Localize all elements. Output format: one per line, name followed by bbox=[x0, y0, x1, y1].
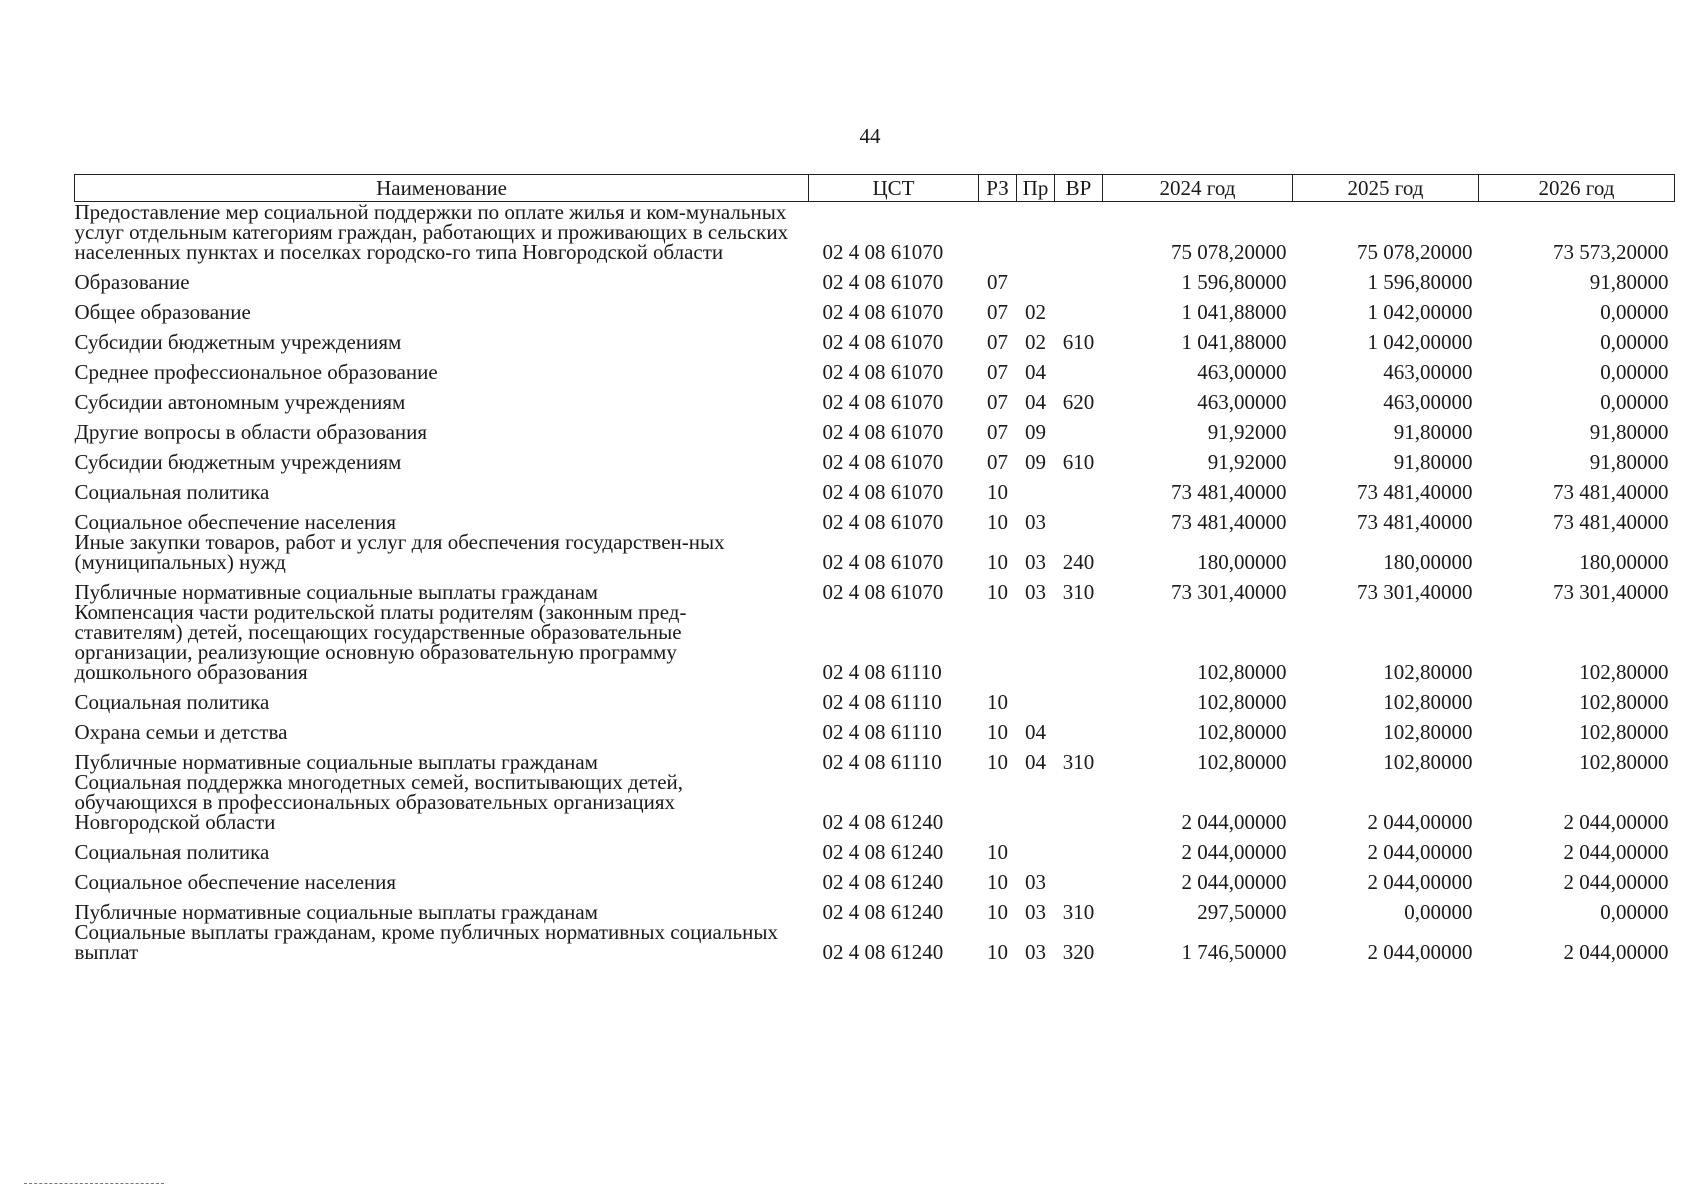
row-value-2024: 1 041,88000 bbox=[1181, 330, 1287, 354]
row-vr: 310 bbox=[1062, 900, 1095, 924]
row-value-2026: 73 573,20000 bbox=[1553, 240, 1669, 264]
table-row bbox=[75, 862, 1675, 892]
header-pr: Пр bbox=[1017, 175, 1055, 202]
row-cst: 02 4 08 61110 bbox=[822, 690, 942, 714]
row-cst: 02 4 08 61070 bbox=[822, 420, 944, 444]
table-row bbox=[75, 352, 1675, 382]
header-2025: 2025 год bbox=[1293, 175, 1479, 202]
row-pr: 03 bbox=[1025, 870, 1046, 894]
row-cst: 02 4 08 61070 bbox=[822, 480, 944, 504]
row-value-2025: 102,80000 bbox=[1383, 720, 1473, 744]
row-value-2024: 2 044,00000 bbox=[1181, 810, 1287, 834]
row-cst: 02 4 08 61070 bbox=[822, 390, 944, 414]
row-vr: 310 bbox=[1062, 580, 1095, 604]
row-pr: 04 bbox=[1025, 720, 1046, 744]
row-pr: 02 bbox=[1025, 300, 1046, 324]
row-cst: 02 4 08 61110 bbox=[822, 720, 942, 744]
row-value-2024: 91,92000 bbox=[1207, 420, 1287, 444]
row-vr bbox=[1055, 772, 1103, 832]
row-value-2026: 0,00000 bbox=[1600, 390, 1669, 414]
row-pr bbox=[1017, 772, 1055, 832]
row-value-2025: 2 044,00000 bbox=[1367, 840, 1473, 864]
row-value-2024: 2 044,00000 bbox=[1181, 870, 1287, 894]
row-value-2025: 73 481,40000 bbox=[1357, 510, 1473, 534]
row-rz bbox=[979, 202, 1017, 263]
row-value-2024: 297,50000 bbox=[1197, 900, 1287, 924]
row-vr bbox=[1055, 602, 1103, 682]
table-row bbox=[75, 772, 1675, 832]
row-value-2026: 0,00000 bbox=[1600, 330, 1669, 354]
table-row bbox=[75, 832, 1675, 862]
row-pr: 04 bbox=[1025, 750, 1046, 774]
row-name: Предоставление мер социальной поддержки по оплате жилья и ком-мунальных услуг отдельным категориям граждан, работающих и проживающих в сельских населенных пунктах и поселках городско-го типа Новгородской области bbox=[74, 200, 789, 264]
row-value-2024: 102,80000 bbox=[1197, 690, 1287, 714]
table-body bbox=[75, 202, 1675, 963]
row-rz: 10 bbox=[987, 580, 1008, 604]
table-row bbox=[75, 412, 1675, 442]
row-pr: 09 bbox=[1025, 450, 1046, 474]
row-pr: 03 bbox=[1025, 900, 1046, 924]
row-value-2025: 463,00000 bbox=[1383, 360, 1473, 384]
header-rz: РЗ bbox=[979, 175, 1017, 202]
row-name: Субсидии бюджетным учреждениям bbox=[74, 330, 402, 354]
row-value-2026: 0,00000 bbox=[1600, 300, 1669, 324]
row-name: Социальные выплаты гражданам, кроме публичных нормативных социальных выплат bbox=[74, 920, 778, 964]
row-rz: 10 bbox=[987, 940, 1008, 964]
row-rz: 07 bbox=[987, 390, 1008, 414]
budget-table bbox=[74, 174, 1675, 962]
row-cst: 02 4 08 61070 bbox=[822, 580, 944, 604]
row-value-2026: 73 481,40000 bbox=[1553, 510, 1669, 534]
row-rz: 07 bbox=[987, 450, 1008, 474]
row-rz: 07 bbox=[987, 300, 1008, 324]
row-name: Публичные нормативные социальные выплаты гражданам bbox=[74, 750, 598, 774]
row-vr: 610 bbox=[1062, 330, 1095, 354]
row-rz: 10 bbox=[987, 720, 1008, 744]
row-value-2025: 1 596,80000 bbox=[1367, 270, 1473, 294]
row-cst: 02 4 08 61110 bbox=[822, 750, 942, 774]
row-name: Социальное обеспечение населения bbox=[74, 510, 397, 534]
header-2024: 2024 год bbox=[1103, 175, 1293, 202]
table-header bbox=[75, 175, 1675, 202]
row-value-2026: 91,80000 bbox=[1589, 270, 1669, 294]
row-value-2025: 73 301,40000 bbox=[1357, 580, 1473, 604]
table-row bbox=[75, 322, 1675, 352]
row-name: Среднее профессиональное образование bbox=[74, 360, 438, 384]
row-rz: 10 bbox=[987, 870, 1008, 894]
row-value-2026: 73 301,40000 bbox=[1553, 580, 1669, 604]
row-name: Субсидии автономным учреждениям bbox=[74, 390, 406, 414]
row-value-2026: 2 044,00000 bbox=[1563, 870, 1669, 894]
row-value-2024: 1 041,88000 bbox=[1181, 300, 1287, 324]
table-row bbox=[75, 682, 1675, 712]
row-value-2024: 463,00000 bbox=[1197, 360, 1287, 384]
row-value-2024: 102,80000 bbox=[1197, 750, 1287, 774]
row-pr bbox=[1017, 262, 1055, 292]
row-value-2025: 73 481,40000 bbox=[1357, 480, 1473, 504]
table-row bbox=[75, 502, 1675, 532]
row-cst: 02 4 08 61070 bbox=[822, 240, 944, 264]
row-vr bbox=[1055, 862, 1103, 892]
header-vr: ВР bbox=[1055, 175, 1103, 202]
row-rz: 07 bbox=[987, 360, 1008, 384]
row-cst: 02 4 08 61070 bbox=[822, 550, 944, 574]
row-cst: 02 4 08 61070 bbox=[822, 300, 944, 324]
table-row bbox=[75, 292, 1675, 322]
row-value-2024: 73 301,40000 bbox=[1171, 580, 1287, 604]
row-cst: 02 4 08 61240 bbox=[822, 900, 944, 924]
row-rz: 10 bbox=[987, 900, 1008, 924]
row-value-2026: 102,80000 bbox=[1579, 690, 1669, 714]
row-vr bbox=[1055, 262, 1103, 292]
row-rz: 07 bbox=[987, 330, 1008, 354]
header-cst: ЦСТ bbox=[809, 175, 979, 202]
row-vr bbox=[1055, 352, 1103, 382]
row-vr bbox=[1055, 472, 1103, 502]
row-value-2025: 91,80000 bbox=[1393, 420, 1473, 444]
row-value-2026: 73 481,40000 bbox=[1553, 480, 1669, 504]
row-pr: 03 bbox=[1025, 940, 1046, 964]
header-2026: 2026 год bbox=[1479, 175, 1675, 202]
row-value-2026: 2 044,00000 bbox=[1563, 940, 1669, 964]
row-rz: 10 bbox=[987, 510, 1008, 534]
row-vr bbox=[1055, 412, 1103, 442]
row-value-2026: 91,80000 bbox=[1589, 420, 1669, 444]
row-vr bbox=[1055, 682, 1103, 712]
row-cst: 02 4 08 61240 bbox=[822, 810, 944, 834]
row-value-2024: 73 481,40000 bbox=[1171, 510, 1287, 534]
row-value-2024: 102,80000 bbox=[1197, 660, 1287, 684]
row-value-2025: 102,80000 bbox=[1383, 750, 1473, 774]
row-vr bbox=[1055, 292, 1103, 322]
row-value-2025: 0,00000 bbox=[1404, 900, 1473, 924]
row-pr: 04 bbox=[1025, 390, 1046, 414]
row-pr: 03 bbox=[1025, 510, 1046, 534]
row-rz: 07 bbox=[987, 270, 1008, 294]
row-name: Образование bbox=[74, 270, 190, 294]
row-pr bbox=[1017, 832, 1055, 862]
row-vr: 240 bbox=[1062, 550, 1095, 574]
row-cst: 02 4 08 61070 bbox=[822, 450, 944, 474]
row-cst: 02 4 08 61070 bbox=[822, 360, 944, 384]
row-value-2026: 102,80000 bbox=[1579, 720, 1669, 744]
row-rz: 10 bbox=[987, 690, 1008, 714]
row-value-2025: 180,00000 bbox=[1383, 550, 1473, 574]
table-row bbox=[75, 442, 1675, 472]
table-row bbox=[75, 922, 1675, 962]
row-value-2024: 75 078,20000 bbox=[1171, 240, 1287, 264]
row-value-2026: 0,00000 bbox=[1600, 360, 1669, 384]
row-value-2024: 1 746,50000 bbox=[1181, 940, 1287, 964]
table-row bbox=[75, 382, 1675, 412]
row-value-2026: 102,80000 bbox=[1579, 750, 1669, 774]
row-rz: 10 bbox=[987, 550, 1008, 574]
row-value-2024: 91,92000 bbox=[1207, 450, 1287, 474]
row-name: Компенсация части родительской платы родителям (законным пред-ставителям) детей, посещающих государственные образовательные организации, реализующие основную образовательную программу дошкольного образования bbox=[74, 600, 687, 684]
row-value-2026: 2 044,00000 bbox=[1563, 810, 1669, 834]
row-rz: 07 bbox=[987, 420, 1008, 444]
row-pr bbox=[1017, 472, 1055, 502]
row-pr bbox=[1017, 602, 1055, 682]
row-rz bbox=[979, 772, 1017, 832]
row-rz bbox=[979, 602, 1017, 682]
row-value-2025: 91,80000 bbox=[1393, 450, 1473, 474]
row-pr: 03 bbox=[1025, 580, 1046, 604]
row-vr: 320 bbox=[1062, 940, 1095, 964]
row-value-2026: 0,00000 bbox=[1600, 900, 1669, 924]
row-value-2024: 463,00000 bbox=[1197, 390, 1287, 414]
row-vr bbox=[1055, 502, 1103, 532]
row-name: Иные закупки товаров, работ и услуг для обеспечения государствен-ных (муниципальных) нужд bbox=[74, 530, 725, 574]
row-value-2025: 2 044,00000 bbox=[1367, 810, 1473, 834]
row-cst: 02 4 08 61070 bbox=[822, 270, 944, 294]
table-row bbox=[75, 742, 1675, 772]
row-value-2024: 180,00000 bbox=[1197, 550, 1287, 574]
row-value-2024: 102,80000 bbox=[1197, 720, 1287, 744]
table-row bbox=[75, 472, 1675, 502]
row-vr: 610 bbox=[1062, 450, 1095, 474]
row-name: Социальная политика bbox=[74, 480, 270, 504]
row-pr bbox=[1017, 682, 1055, 712]
row-value-2026: 102,80000 bbox=[1579, 660, 1669, 684]
row-value-2025: 463,00000 bbox=[1383, 390, 1473, 414]
row-cst: 02 4 08 61070 bbox=[822, 330, 944, 354]
row-value-2025: 102,80000 bbox=[1383, 660, 1473, 684]
row-name: Социальная политика bbox=[74, 690, 270, 714]
row-pr: 09 bbox=[1025, 420, 1046, 444]
row-value-2025: 75 078,20000 bbox=[1357, 240, 1473, 264]
header-name: Наименование bbox=[75, 175, 809, 202]
row-name: Социальная поддержка многодетных семей, воспитывающих детей, обучающихся в профессиональных образовательных организациях Новгородской области bbox=[74, 770, 684, 834]
row-name: Другие вопросы в области образования bbox=[74, 420, 428, 444]
table-row bbox=[75, 602, 1675, 682]
row-value-2024: 2 044,00000 bbox=[1181, 840, 1287, 864]
row-name: Общее образование bbox=[74, 300, 251, 324]
row-cst: 02 4 08 61240 bbox=[822, 940, 944, 964]
row-name: Охрана семьи и детства bbox=[74, 720, 288, 744]
row-cst: 02 4 08 61240 bbox=[822, 840, 944, 864]
row-pr: 03 bbox=[1025, 550, 1046, 574]
page-number: 44 bbox=[859, 124, 881, 148]
row-value-2024: 73 481,40000 bbox=[1171, 480, 1287, 504]
row-cst: 02 4 08 61070 bbox=[822, 510, 944, 534]
row-value-2024: 1 596,80000 bbox=[1181, 270, 1287, 294]
row-value-2025: 2 044,00000 bbox=[1367, 940, 1473, 964]
row-vr bbox=[1055, 712, 1103, 742]
row-name: Социальное обеспечение населения bbox=[74, 870, 397, 894]
row-cst: 02 4 08 61240 bbox=[822, 870, 944, 894]
table-row bbox=[75, 712, 1675, 742]
table-row bbox=[75, 262, 1675, 292]
row-vr bbox=[1055, 832, 1103, 862]
row-vr bbox=[1055, 202, 1103, 263]
row-value-2025: 1 042,00000 bbox=[1367, 330, 1473, 354]
footer-divider bbox=[24, 1183, 164, 1184]
row-value-2026: 2 044,00000 bbox=[1563, 840, 1669, 864]
row-value-2026: 91,80000 bbox=[1589, 450, 1669, 474]
table-row bbox=[75, 202, 1675, 263]
row-vr: 310 bbox=[1062, 750, 1095, 774]
row-name: Публичные нормативные социальные выплаты гражданам bbox=[74, 900, 598, 924]
row-cst: 02 4 08 61110 bbox=[822, 660, 942, 684]
row-rz: 10 bbox=[987, 840, 1008, 864]
row-value-2025: 102,80000 bbox=[1383, 690, 1473, 714]
row-pr: 04 bbox=[1025, 360, 1046, 384]
row-rz: 10 bbox=[987, 750, 1008, 774]
row-pr: 02 bbox=[1025, 330, 1046, 354]
row-value-2025: 2 044,00000 bbox=[1367, 870, 1473, 894]
table-row bbox=[75, 572, 1675, 602]
row-name: Публичные нормативные социальные выплаты гражданам bbox=[74, 580, 598, 604]
table-row bbox=[75, 532, 1675, 572]
row-vr: 620 bbox=[1062, 390, 1095, 414]
row-value-2025: 1 042,00000 bbox=[1367, 300, 1473, 324]
table-row bbox=[75, 892, 1675, 922]
row-name: Социальная политика bbox=[74, 840, 270, 864]
row-rz: 10 bbox=[987, 480, 1008, 504]
row-value-2026: 180,00000 bbox=[1579, 550, 1669, 574]
row-name: Субсидии бюджетным учреждениям bbox=[74, 450, 402, 474]
row-pr bbox=[1017, 202, 1055, 263]
